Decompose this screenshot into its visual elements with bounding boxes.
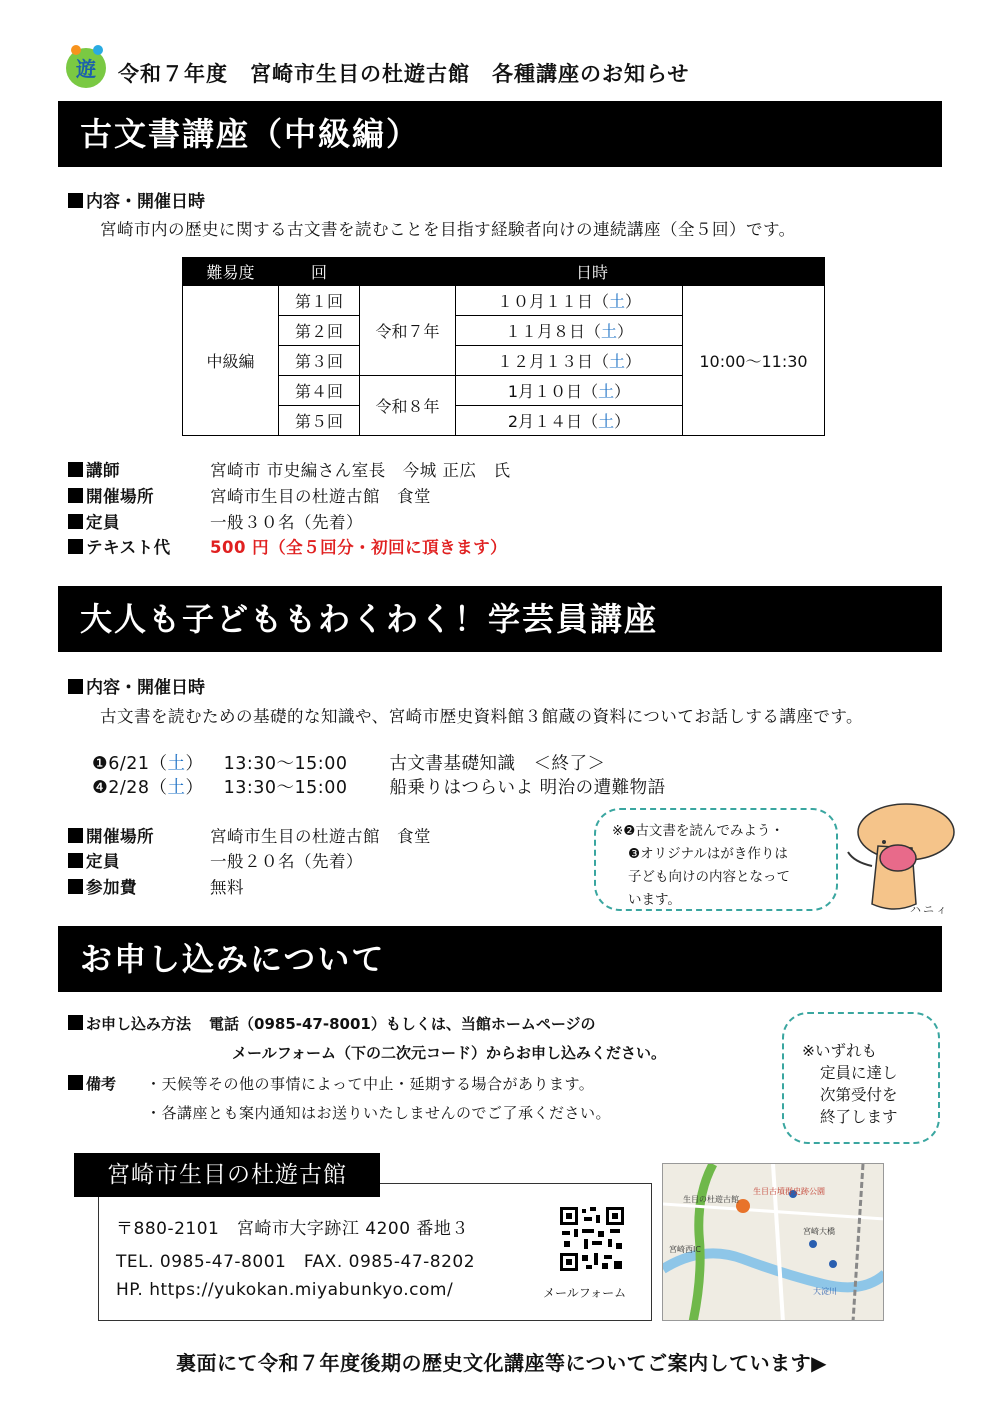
apply-method: お申し込み方法 電話（0985-47-8001）もしくは、当館ホームページの [68,1013,596,1034]
note-line: います。 [628,892,681,908]
table-cell-date: １０月１１日（土） [456,286,683,316]
museum-address: 〒880-2101 宮崎市大字跡江 4200 番地３ [116,1219,469,1239]
course1-content-heading: 内容・開催日時 [68,187,205,212]
bubble-line: 終了します [820,1108,898,1126]
svg-text:宮崎大橋: 宮崎大橋 [803,1227,835,1236]
footer-notice: 裏面にて令和７年度後期の歴史文化講座等についてご案内しています▶ [176,1351,827,1375]
museum-name: 宮崎市生目の杜遊古館 [74,1153,380,1197]
svg-text:生目古墳群史跡公園: 生目古墳群史跡公園 [753,1187,825,1196]
bubble-line: 定員に達し [820,1064,898,1082]
note-line: 子ども向けの内容となって [628,869,790,885]
svg-text:遊: 遊 [76,57,96,81]
table-cell-round: 第４回 [279,376,360,406]
detail-fee: 参加費 無料 [68,874,244,898]
bubble-line: 次第受付を [820,1086,898,1104]
course2-content-heading: 内容・開催日時 [68,673,205,698]
museum-phone: TEL. 0985-47-8001 FAX. 0985-47-8202 [116,1252,476,1272]
access-map[interactable] [662,1163,884,1321]
note-line: ❸オリジナルはがき作りは [628,846,788,862]
detail-venue: 開催場所 宮崎市生目の杜遊古館 食堂 [68,823,431,847]
table-header-datetime: 日時 [360,258,825,286]
table-cell-date: １１月８日（土） [456,316,683,346]
table-cell-date: 1月１０日（土） [456,376,683,406]
note-bubble [594,808,838,911]
apply-note-item: ・天候等その他の事情によって中止・延期する場合があります。 [146,1075,595,1093]
course1-schedule-table [182,257,825,436]
table-cell-year: 令和７年 [360,286,456,376]
mascot-haniwa-illustration [838,796,956,916]
table-cell-date: 2月１４日（土） [456,406,683,436]
museum-logo [62,42,110,90]
detail-lecturer: 講師 宮崎市 市史編さん室長 今城 正広 氏 [68,457,511,481]
table-cell-time: 10:00～11:30 [683,286,825,436]
qr-code[interactable] [558,1205,626,1273]
apply-notes: 備考 [68,1073,116,1094]
detail-capacity: 定員 一般３０名（先着） [68,509,363,533]
table-cell-round: 第１回 [279,286,360,316]
apply-banner: お申し込みについて [58,926,942,992]
course1-banner: 古文書講座（中級編） [58,101,942,167]
table-cell-level: 中級編 [183,286,279,436]
svg-text:宮崎西IC: 宮崎西IC [669,1245,701,1254]
apply-note-item: ・各講座とも案内通知はお送りいたしませんのでご了承ください。 [146,1104,612,1122]
detail-venue: 開催場所 宮崎市生目の杜遊古館 食堂 [68,483,431,507]
table-cell-round: 第３回 [279,346,360,376]
museum-homepage-link[interactable]: HP. https://yukokan.miyabunkyo.com/ [116,1280,454,1300]
table-cell-year: 令和８年 [360,376,456,436]
bubble-line: ※いずれも [802,1042,877,1060]
course2-banner: 大人も子どももわくわく！学芸員講座 [58,586,942,652]
session-item: ❶6/21（土） 13:30～15:00 古文書基礎知識 ＜終了＞ [92,754,606,774]
detail-text-fee: テキスト代 500 円（全５回分・初回に頂きます） [68,534,507,558]
table-cell-round: 第５回 [279,406,360,436]
apply-method-line2: メールフォーム（下の二次元コード）からお申し込みください。 [232,1044,666,1062]
svg-text:大淀川: 大淀川 [813,1287,837,1296]
course1-description: 宮崎市内の歴史に関する古文書を読むことを目指す経験者向けの連続講座（全５回）です。 [100,220,796,239]
table-cell-date: １２月１３日（土） [456,346,683,376]
table-header-round: 回 [279,258,360,286]
session-item: ❹2/28（土） 13:30～15:00 船乗りはつらいよ 明治の遭難物語 [92,778,666,798]
course2-description: 古文書を読むための基礎的な知識や、宮崎市歴史資料館３館蔵の資料についてお話しする講座です。 [100,707,864,726]
note-line: ※❷古文書を読んでみよう・ [612,823,784,839]
svg-text:生目の杜遊古館: 生目の杜遊古館 [683,1195,739,1204]
apply-bubble [782,1012,940,1144]
table-header-level: 難易度 [183,258,279,286]
mascot-name: ハニィ [910,903,949,916]
detail-capacity: 定員 一般２０名（先着） [68,848,363,872]
page-title: 令和７年度 宮崎市生目の杜遊古館 各種講座のお知らせ [118,62,690,86]
table-cell-round: 第２回 [279,316,360,346]
qr-label: メールフォーム [543,1286,627,1300]
